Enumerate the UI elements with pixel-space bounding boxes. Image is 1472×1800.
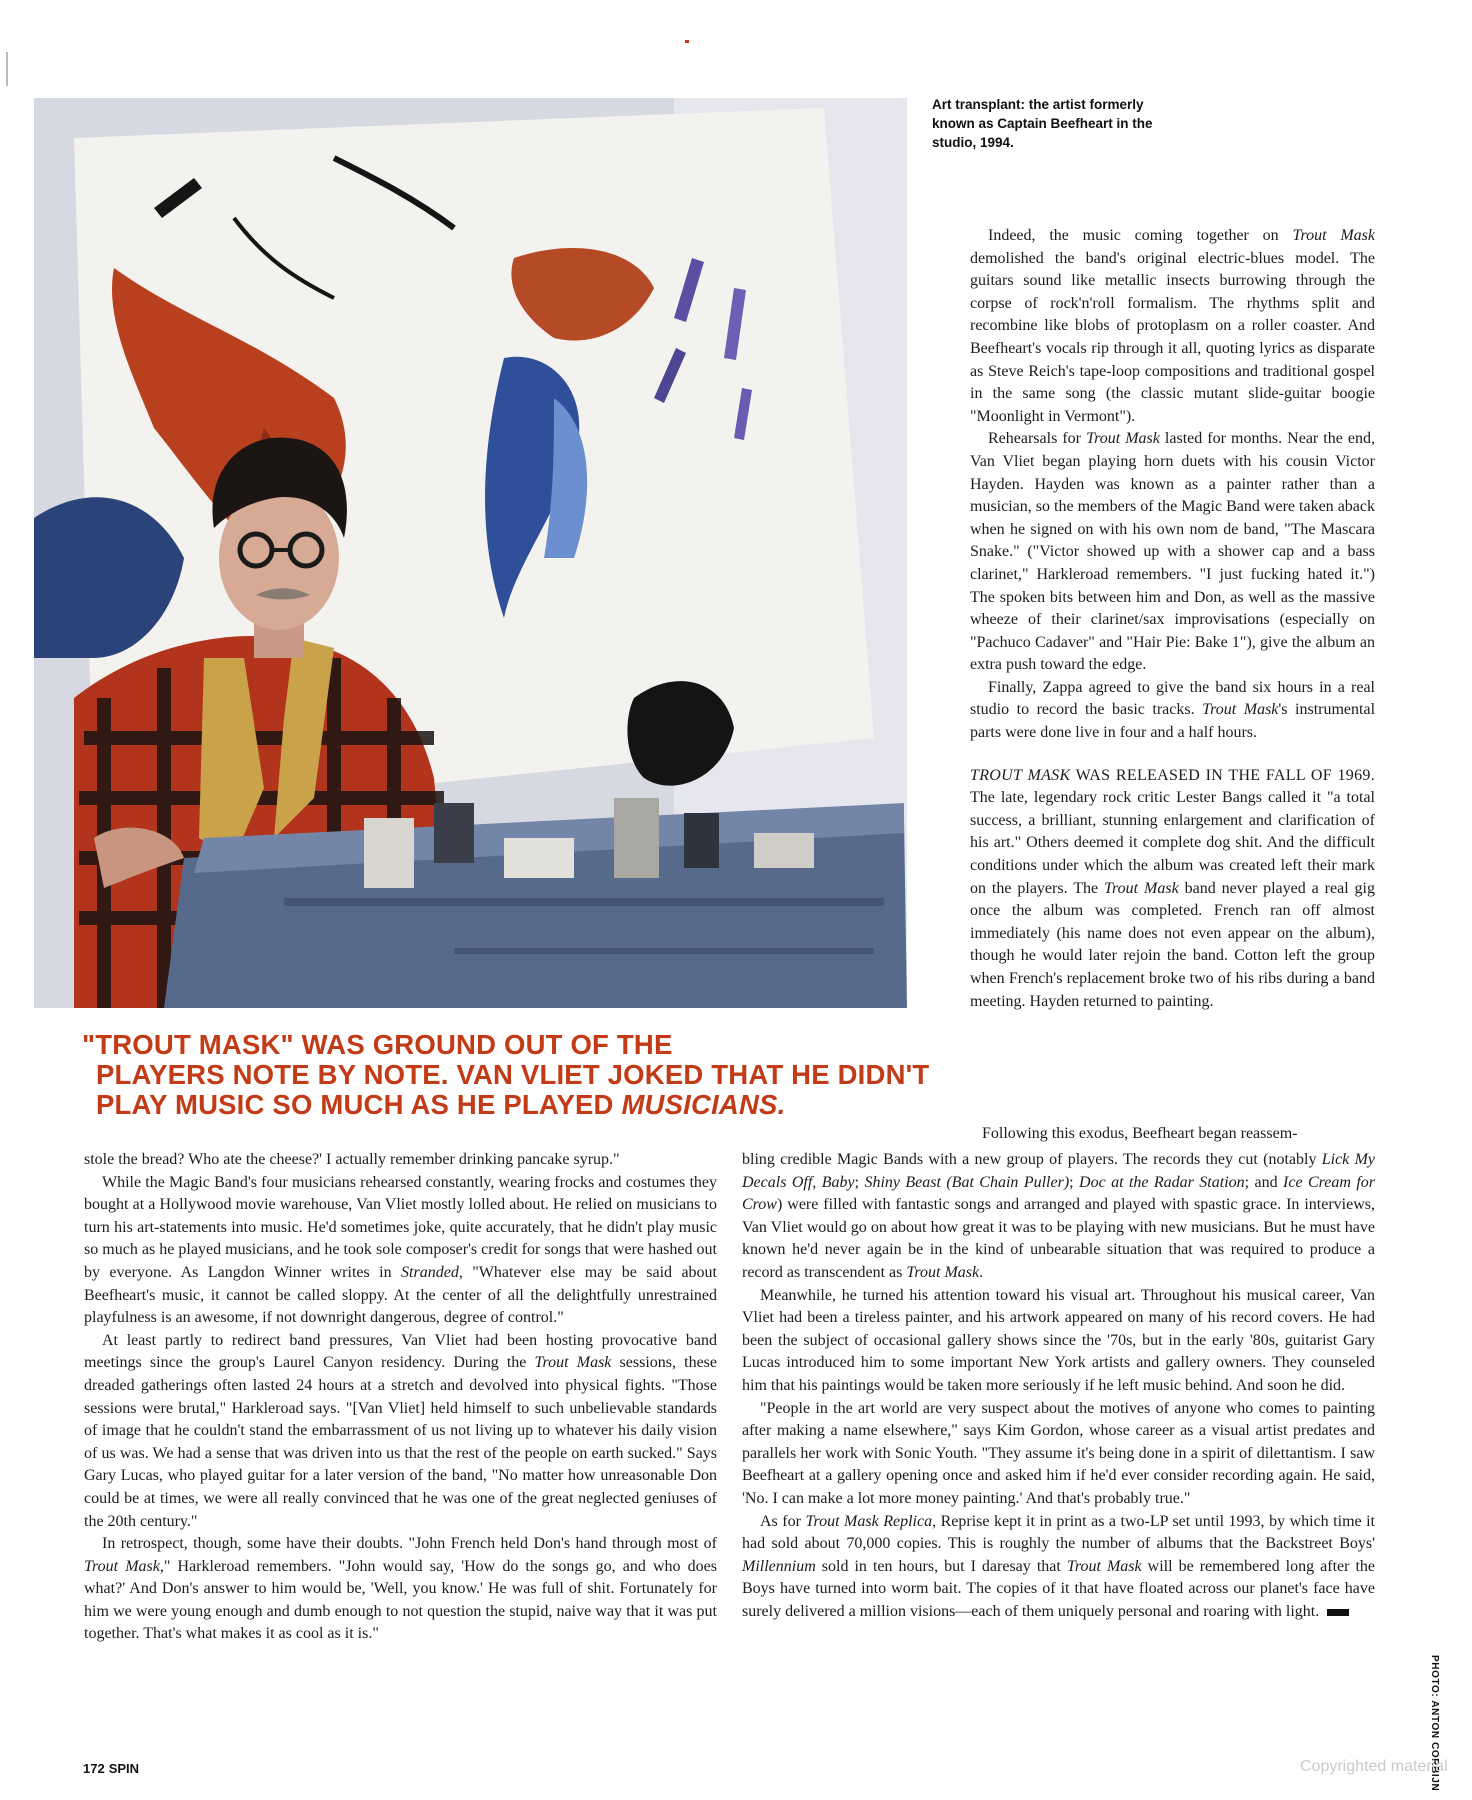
album-title: Trout Mask	[1202, 701, 1279, 719]
album-title: Trout Mask	[84, 1557, 160, 1575]
text-run: .	[979, 1263, 984, 1281]
text-run: demolished the band's original electric-blues model. The guitars sound like metallic insects burrowing through the corpse of rock'n'roll formalism. The rhythms split and recombine like blobs of protoplasm on a roller coaster. And Beefheart's vocals rip through it all, quoting lyrics as disparate as Steve Reich's tape-loop compositions and traditional gospel in the same song (the classic mutant slide-guitar boogie "Moonlight in Vermont").	[970, 249, 1375, 425]
paragraph	[84, 1533, 717, 1646]
text-run: ," Harkleroad remembers. "John would say, 'How do the songs go, and who does what?' And Don's answer to him would be, 'Well, you know.' He was full of shit. Fortunately for him we were young enough and dumb enough to not question the stupid, naive way that it was put together. That's what makes it as cool as it is."	[84, 1557, 718, 1643]
right-text-column	[970, 225, 1375, 1013]
album-title: TROUT MASK	[970, 766, 1071, 784]
album-title: Trout Mask	[1066, 1557, 1142, 1575]
text-run: In retrospect, though, some have their doubts. "John French held Don's hand through most of	[102, 1535, 717, 1553]
pull-quote-line-2: PLAYERS NOTE BY NOTE. VAN VLIET JOKED THAT HE DIDN'T	[96, 1059, 930, 1090]
paragraph	[84, 1172, 717, 1330]
right-column-continuation	[982, 1123, 1375, 1146]
pull-quote-line-3-text: PLAY MUSIC SO MUCH AS HE PLAYED	[96, 1089, 614, 1120]
album-title: Trout Mask	[1292, 227, 1375, 244]
pull-quote	[82, 1030, 942, 1120]
artist-studio-photo	[34, 98, 907, 1008]
red-speck-mark	[685, 40, 689, 43]
paragraph	[970, 225, 1375, 428]
text-run: will be remembered long after the Boys have turned into worm bait. The copies of it that have floated across our planet's face have surely delivered a million visions—each of them uniquely personal and roaring with light.	[742, 1557, 1376, 1620]
text-run: sessions, these dreaded gatherings often lasted 24 hours at a stretch and devolved into physical fights. "Those sessions were brutal," Harkleroad says. "[Van Vliet] held himself to such unbelievable standards of image that he couldn't stand the embarrassment of us not living up to whatever his daily vision of us was. We had a sense that was driven into us that the rest of the people on earth sucked." Says Gary Lucas, who played guitar for a later version of the band, "No matter how unreasonable Don could be at times, we were all really convinced that he was one of the great neglected geniuses of the 20th century."	[84, 1354, 718, 1530]
paragraph	[970, 677, 1375, 745]
album-title: Lick My Decals Off, Baby	[742, 1151, 1375, 1191]
text-run: Indeed, the music coming together on	[988, 227, 1293, 244]
pull-quote-line-3	[82, 1090, 942, 1120]
text-run: At least partly to redirect band pressures, Van Vliet had been hosting provocative band meetings since the group's Laurel Canyon residency. During the	[84, 1331, 717, 1372]
paragraph	[84, 1330, 717, 1533]
text-run: band never played a real gig once the album was completed. French ran off almost immediately (his name does not even appear on the album), though he would later rejoin the band. Cotton left the group when French's replacement broke two of his ribs during a band meeting. Hayden returned to painting.	[970, 879, 1375, 1010]
album-title: Trout Mask Replica	[805, 1512, 933, 1530]
paragraph	[742, 1511, 1375, 1624]
album-title: Trout Mask	[1104, 879, 1179, 897]
text-run: While the Magic Band's four musicians rehearsed constantly, wearing frocks and costumes they bought at a Hollywood movie warehouse, Van Vliet mostly lolled about. He relied on musicians to turn his art-statements into music. He'd sometimes joke, quite accurately, that he didn't play music so much as he played musicians, and he took sole composer's credit for songs that were hashed out by everyone. As Langdon Winner writes in	[84, 1173, 717, 1281]
end-mark	[1327, 1609, 1349, 1616]
album-title: Trout Mask	[534, 1354, 612, 1372]
paragraph	[970, 428, 1375, 677]
page-number: 172	[83, 1761, 105, 1776]
album-title: Ice Cream for Crow	[742, 1173, 1375, 1214]
photo-caption: Art transplant: the artist formerly known as Captain Beefheart in the studio, 1994.	[932, 97, 1153, 150]
album-title: Millennium	[742, 1557, 816, 1575]
book-title: Stranded	[401, 1263, 459, 1281]
edge-mark	[6, 52, 8, 86]
left-text-column	[84, 1149, 717, 1646]
lead-in: WAS RELEASED IN THE FALL OF 1969.	[1070, 766, 1375, 784]
text-run: sold in ten hours, but I daresay that	[815, 1557, 1067, 1575]
photo-credit: PHOTO: ANTON CORBIJN	[1429, 1655, 1440, 1792]
album-title: Doc at the Radar Station	[1079, 1173, 1245, 1191]
copyright-watermark: Copyrighted material	[1300, 1758, 1448, 1775]
paragraph: stole the bread? Who ate the cheese?' I actually remember drinking pancake syrup."	[84, 1151, 620, 1168]
text-run: , Reprise kept it in print as a two-LP set until 1993, by which time it had sold about 70,000 copies. This is roughly the number of albums that the Backstreet Boys'	[742, 1512, 1376, 1553]
text-run: 's instrumental parts were done live in four and a half hours.	[970, 701, 1376, 742]
text-run: ; and	[1244, 1173, 1284, 1191]
text-run: The late, legendary rock critic Lester Bangs called it "a total success, a brilliant, stunning enlargement and clarification of his art." Others deemed it complete dog shit. And the difficult conditions under which the album was created left their mark on the players. The	[970, 789, 1375, 897]
paragraph: Meanwhile, he turned his attention toward his visual art. Throughout his musical career, Van Vliet had been a tireless painter, and his artwork appeared on many of his record covers. He had been the subject of occasional gallery shows since the '70s, but in the early '80s, guitarist Gary Lucas introduced him to some important New York artists and gallery owners. They counseled him that his paintings would be taken more seriously if he left music behind. And soon he did.	[742, 1286, 1375, 1394]
section-opening-paragraph	[970, 765, 1375, 1014]
pull-quote-line-1: "TROUT MASK" WAS GROUND OUT OF THE	[82, 1029, 673, 1060]
paragraph: Following this exodus, Beefheart began reassem-	[982, 1125, 1298, 1142]
text-run: lasted for months. Near the end, Van Vliet began playing horn duets with his cousin Victor Hayden. Hayden was known as a painter rather than a musician, so the members of the Magic Band were taken aback when he signed on with his own nom de band, "The Mascara Snake." ("Victor showed up with a shower cap and a bass clarinet," Harkleroad remembers. "I just fucking hated it.") The spoken bits between him and Don, as well as the massive wheeze of their clarinet/sax improvisations (especially on "Pachuco Cadaver" and "Hair Pie: Bake 1"), give the album an extra push toward the edge.	[970, 430, 1376, 674]
paragraph	[742, 1149, 1375, 1285]
middle-text-column	[742, 1149, 1375, 1623]
photo-illustration	[34, 98, 907, 1008]
album-title: Shiny Beast (Bat Chain Puller)	[864, 1173, 1070, 1191]
text-run: ;	[1069, 1173, 1080, 1191]
album-title: Trout Mask	[906, 1263, 980, 1281]
text-run: ) were filled with fantastic songs and arranged and played with spastic grace. In interviews, Van Vliet would go on about how great it was to be playing with new musicians. But he must have known he'd never again be in the kind of unbearable situation that was required to produce a record as transcendent as	[742, 1196, 1375, 1281]
text-run: ;	[854, 1173, 865, 1191]
text-run: Finally, Zappa agreed to give the band six hours in a real studio to record the basic tracks.	[970, 678, 1375, 719]
page-folio	[83, 1761, 143, 1776]
paragraph: "People in the art world are very suspect about the motives of anyone who comes to painting after making a name elsewhere," says Kim Gordon, whose career as a visual artist predates and parallels her work with Sonic Youth. "They assume it's being done in a spirit of dilettantism. I saw Beefheart at a gallery opening once and asked him if he'd ever consider recording again. He said, 'No. I can make a lot more money painting.' And that's probably true."	[742, 1399, 1375, 1507]
text-run: Rehearsals for	[988, 430, 1087, 448]
magazine-name: SPIN	[108, 1761, 140, 1776]
text-run: As for	[760, 1512, 806, 1530]
text-run: , "Whatever else may be said about Beefheart's music, it cannot be called sloppy. At the center of all the delightfully unrestrained playfulness is an awesome, if not downright dangerous, degree of control."	[84, 1263, 717, 1327]
pull-quote-emphasis: MUSICIANS.	[621, 1089, 786, 1120]
text-run: bling credible Magic Bands with a new group of players. The records they cut (notably	[742, 1151, 1322, 1168]
album-title: Trout Mask	[1086, 430, 1160, 448]
